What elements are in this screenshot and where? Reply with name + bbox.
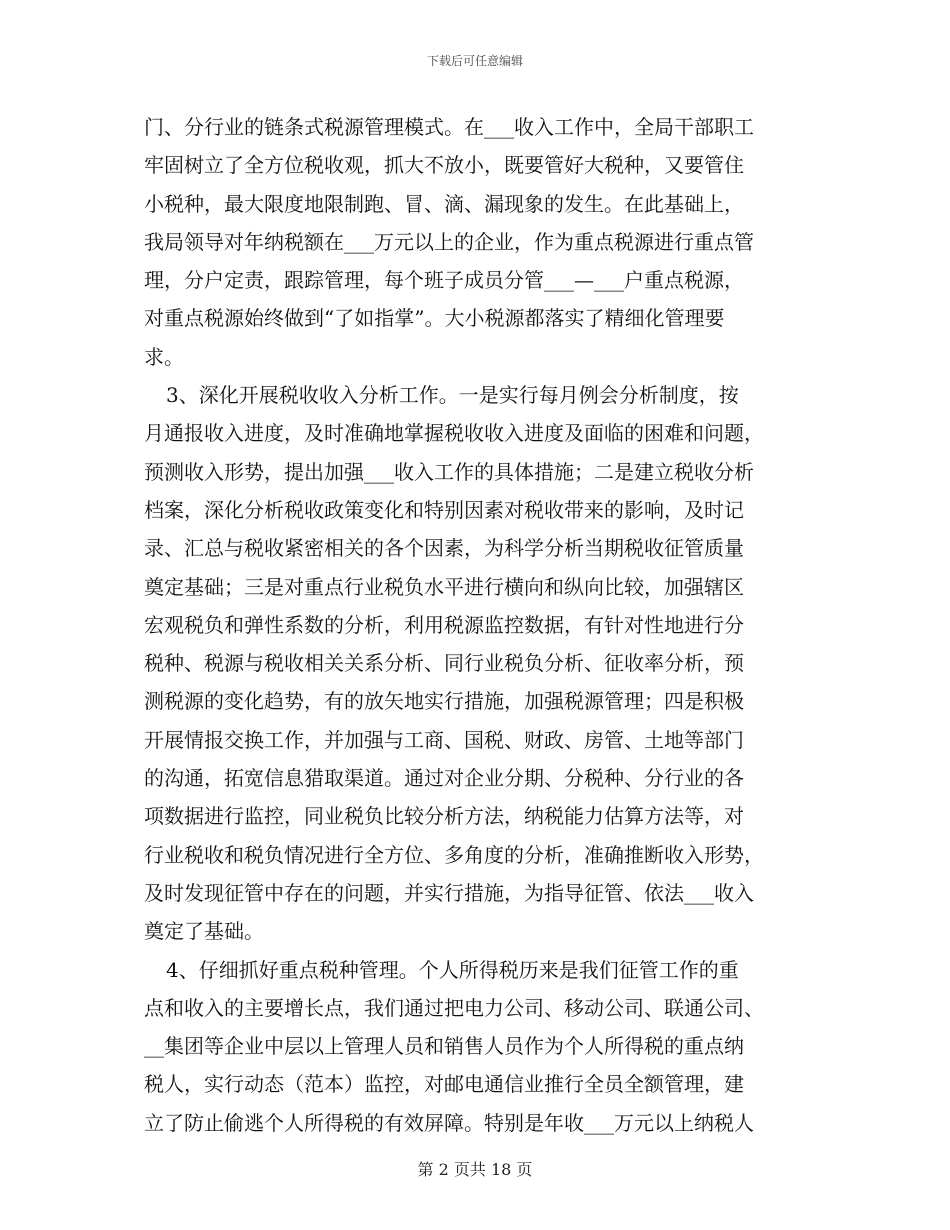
text-line: 税人，实行动态（范本）监控，对邮电通信业推行全员全额管理，建: [144, 1072, 744, 1097]
document-body: [144, 108, 809, 1142]
text-line: 奠定基础；三是对重点行业税负水平进行横向和纵向比较，加强辖区: [144, 574, 744, 599]
text-line: __集团等企业中层以上管理人员和销售人员作为个人所得税的重点纳: [144, 1034, 744, 1059]
page-header: 下载后可任意编辑: [426, 54, 523, 68]
text-line: 项数据进行监控，同业税负比较分析方法，纳税能力估算方法等，对: [144, 804, 744, 829]
text-line: 档案，深化分析税收政策变化和特别因素对税收带来的影响，及时记: [144, 497, 744, 522]
text-line: 月通报收入进度，及时准确地掌握税收收入进度及面临的困难和问题，: [144, 421, 764, 446]
text-line: 的沟通，拓宽信息猎取渠道。通过对企业分期、分税种、分行业的各: [144, 766, 744, 791]
text-line: 录、汇总与税收紧密相关的各个因素，为科学分析当期税收征管质量: [144, 536, 744, 561]
text-line: 3、深化开展税收收入分析工作。一是实行每月例会分析制度，按: [166, 383, 739, 408]
text-line: 立了防止偷逃个人所得税的有效屏障。特别是年收___万元以上纳税人: [144, 1110, 754, 1135]
page-footer: 第 2 页共 18 页: [417, 1160, 533, 1179]
text-line: 奠定了基础。: [144, 919, 264, 944]
text-line: 开展情报交换工作，并加强与工商、国税、财政、房管、土地等部门: [144, 727, 744, 752]
text-line: 点和收入的主要增长点，我们通过把电力公司、移动公司、联通公司、: [144, 995, 764, 1020]
text-line: 及时发现征管中存在的问题，并实行措施，为指导征管、依法___收入: [144, 880, 754, 905]
text-line: 预测收入形势，提出加强___收入工作的具体措施；二是建立税收分析: [144, 459, 754, 484]
text-line: 测税源的变化趋势，有的放矢地实行措施，加强税源管理；四是积极: [144, 689, 744, 714]
text-line: 求。: [144, 344, 184, 369]
text-line: 税种、税源与税收相关关系分析、同行业税负分析、征收率分析，预: [144, 651, 744, 676]
text-line: 小税种，最大限度地限制跑、冒、滴、漏现象的发生。在此基础上，: [144, 191, 744, 216]
text-line: 牢固树立了全方位税收观，抓大不放小，既要管好大税种，又要管住: [144, 153, 744, 178]
text-line: 对重点税源始终做到“了如指掌”。大小税源都落实了精细化管理要: [144, 306, 725, 331]
text-line: 4、仔细抓好重点税种管理。个人所得税历来是我们征管工作的重: [166, 957, 739, 982]
text-line: 宏观税负和弹性系数的分析，利用税源监控数据，有针对性地进行分: [144, 612, 744, 637]
text-line: 行业税收和税负情况进行全方位、多角度的分析，准确推断收入形势，: [144, 842, 764, 867]
text-line: 我局领导对年纳税额在___万元以上的企业，作为重点税源进行重点管: [144, 229, 754, 254]
text-line: 理，分户定责，跟踪管理，每个班子成员分管___—___户重点税源，: [144, 268, 744, 293]
text-line: 门、分行业的链条式税源管理模式。在___收入工作中，全局干部职工: [144, 115, 754, 139]
